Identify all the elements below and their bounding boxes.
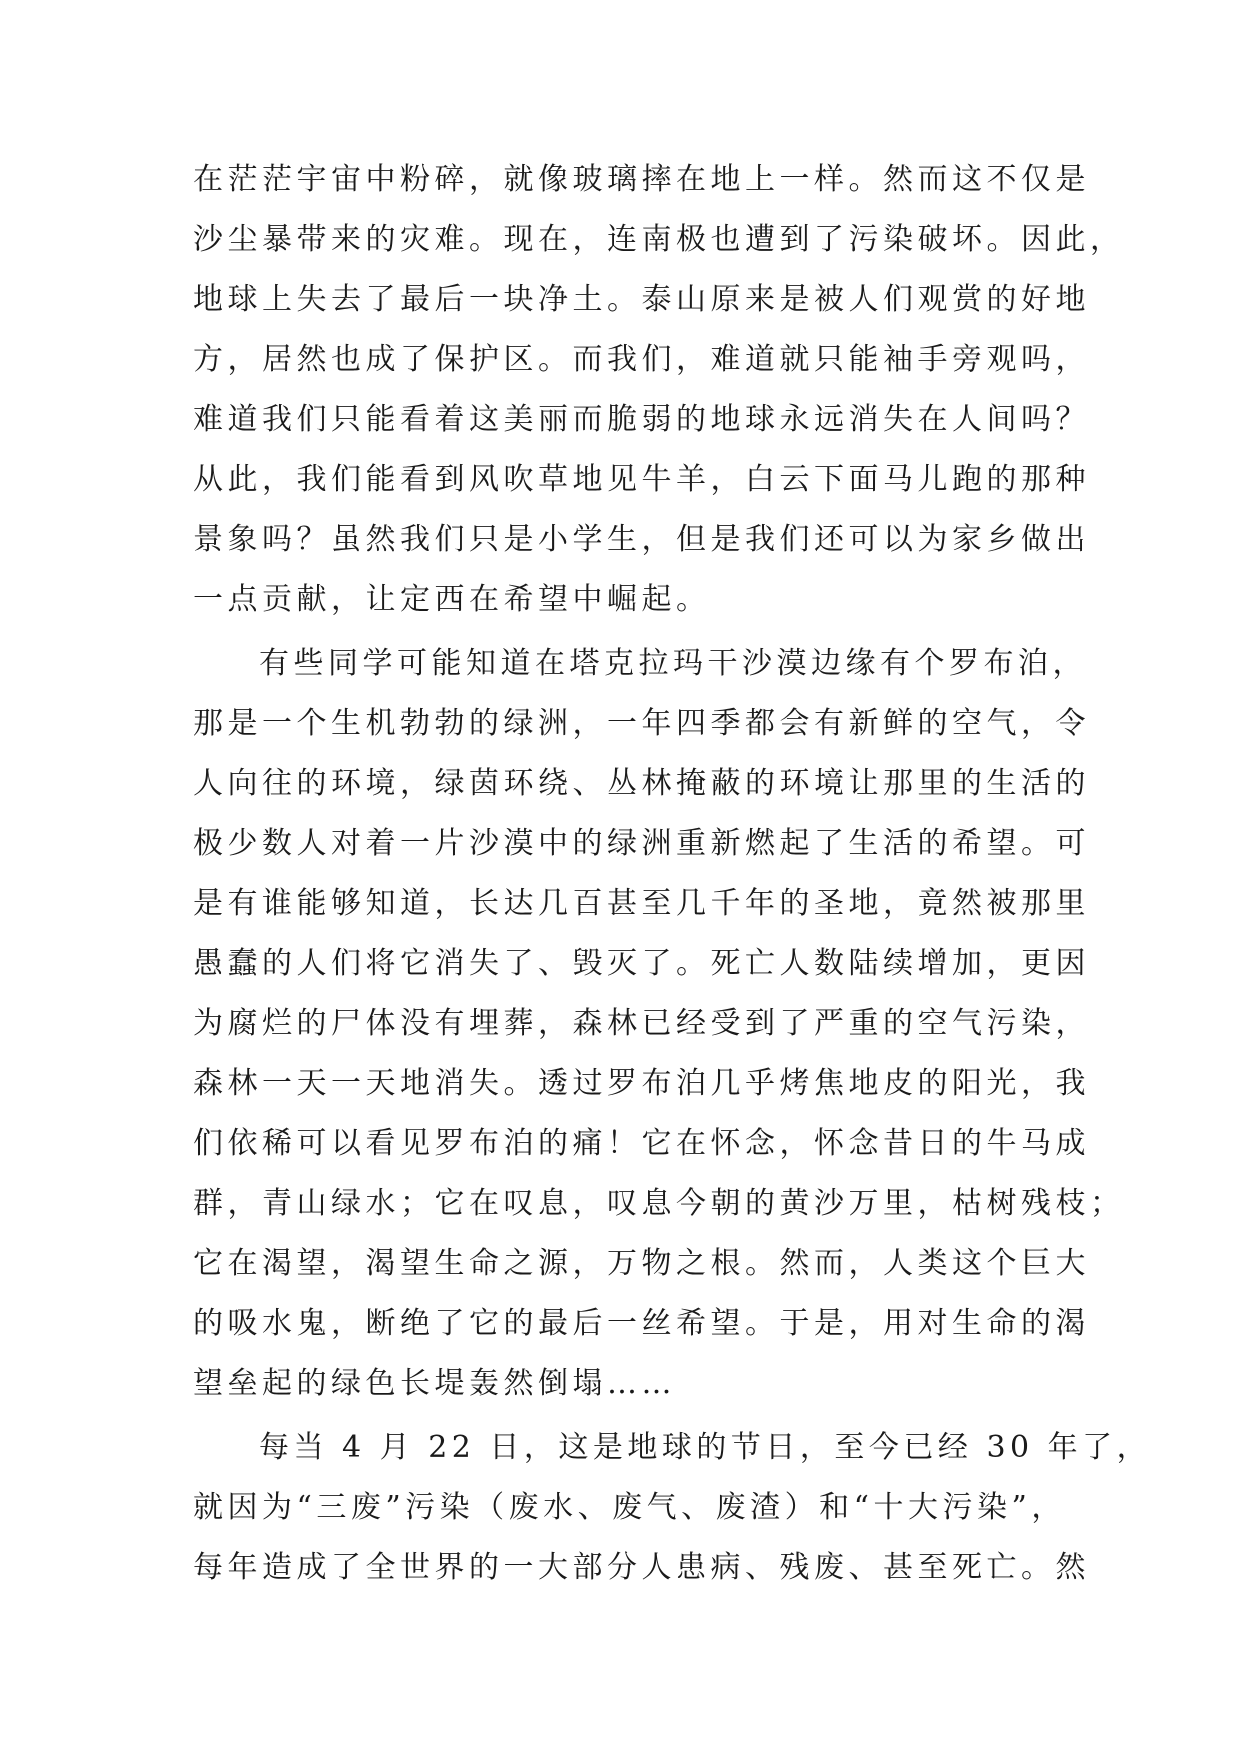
text-line: 从此，我们能看到风吹草地见牛羊，白云下面马儿跑的那种 <box>193 462 1090 497</box>
text-line: 是有谁能够知道，长达几百甚至几千年的圣地，竟然被那里 <box>193 886 1090 921</box>
text-line: 景象吗？虽然我们只是小学生，但是我们还可以为家乡做出 <box>193 522 1090 557</box>
text-line: 望垒起的绿色长堤轰然倒塌…… <box>193 1366 676 1401</box>
text-line: 难道我们只能看着这美丽而脆弱的地球永远消失在人间吗？ <box>193 402 1090 437</box>
text-line: 森林一天一天地消失。透过罗布泊几乎烤焦地皮的阳光，我 <box>193 1066 1090 1101</box>
text-line: 每当 4 月 22 日，这是地球的节日，至今已经 30 年了， <box>259 1430 1152 1465</box>
text-line: 极少数人对着一片沙漠中的绿洲重新燃起了生活的希望。可 <box>193 826 1090 861</box>
document-page <box>193 150 1152 1598</box>
text-line: 每年造成了全世界的一大部分人患病、残废、甚至死亡。然 <box>193 1550 1090 1585</box>
paragraph <box>193 1418 1152 1598</box>
text-line: 方，居然也成了保护区。而我们，难道就只能袖手旁观吗， <box>193 342 1090 377</box>
text-line: 群，青山绿水；它在叹息，叹息今朝的黄沙万里，枯树残枝； <box>193 1186 1125 1221</box>
text-line: 那是一个生机勃勃的绿洲，一年四季都会有新鲜的空气，令 <box>193 706 1090 741</box>
text-line: 人向往的环境，绿茵环绕、丛林掩蔽的环境让那里的生活的 <box>193 766 1090 801</box>
text-line: 的吸水鬼，断绝了它的最后一丝希望。于是，用对生命的渴 <box>193 1306 1090 1341</box>
text-line: 就因为“三废”污染（废水、废气、废渣）和“十大污染”， <box>193 1490 1066 1525</box>
paragraph <box>193 634 1125 1414</box>
paragraph <box>193 150 1125 630</box>
text-line: 愚蠢的人们将它消失了、毁灭了。死亡人数陆续增加，更因 <box>193 946 1090 981</box>
text-line: 们依稀可以看见罗布泊的痛！它在怀念，怀念昔日的牛马成 <box>193 1126 1090 1161</box>
text-line: 它在渴望，渴望生命之源，万物之根。然而，人类这个巨大 <box>193 1246 1090 1281</box>
text-line: 有些同学可能知道在塔克拉玛干沙漠边缘有个罗布泊， <box>259 646 1087 681</box>
text-line: 在茫茫宇宙中粉碎，就像玻璃摔在地上一样。然而这不仅是 <box>193 162 1090 197</box>
text-line: 地球上失去了最后一块净土。泰山原来是被人们观赏的好地 <box>193 282 1090 317</box>
document-body <box>193 150 1152 1598</box>
text-line: 沙尘暴带来的灾难。现在，连南极也遭到了污染破坏。因此， <box>193 222 1125 257</box>
text-line: 一点贡献，让定西在希望中崛起。 <box>193 582 711 617</box>
text-line: 为腐烂的尸体没有埋葬，森林已经受到了严重的空气污染， <box>193 1006 1090 1041</box>
